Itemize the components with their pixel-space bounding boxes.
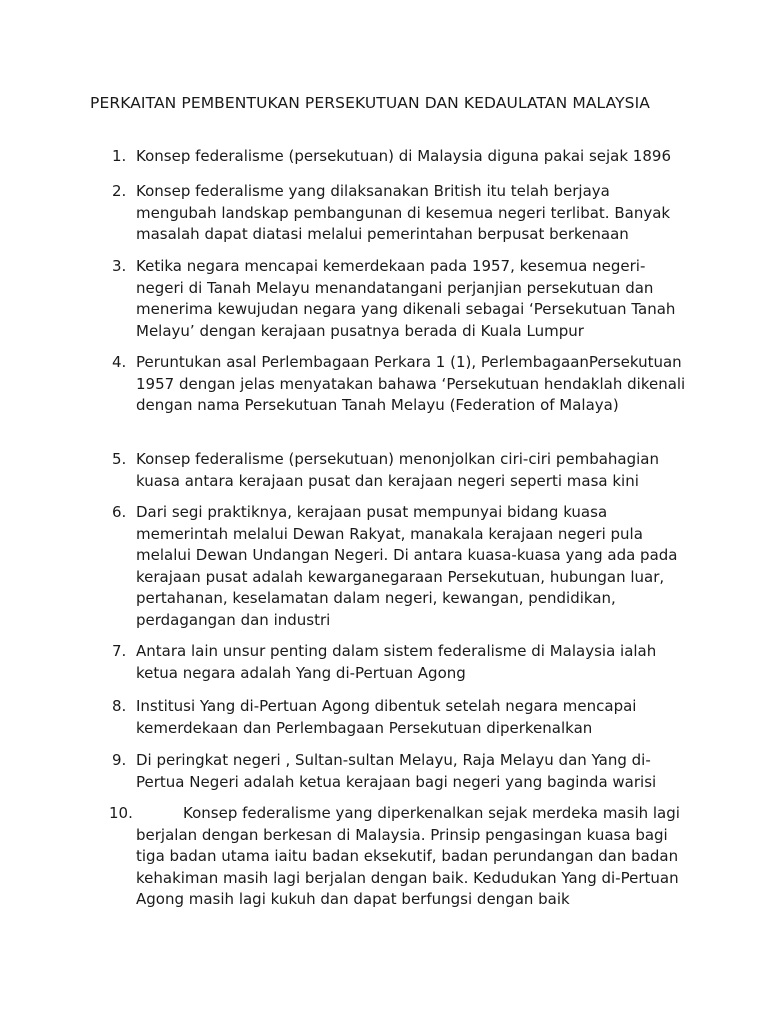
list-item: [90, 146, 690, 168]
list-item-text: Konsep federalisme yang dilaksanakan British itu telah berjaya mengubah landskap pembangunan di kesemua negeri terlibat. Banyak masalah dapat diatasi melalui pemerintahan berpusat berkenaan: [136, 182, 671, 243]
list-item-text: Konsep federalisme (persekutuan) di Malaysia diguna pakai sejak 1896: [136, 147, 671, 165]
list-item-number: 3.: [112, 257, 127, 275]
list-item: [90, 181, 690, 246]
list-item-number: 5.: [112, 450, 127, 468]
list-item-text: Di peringkat negeri , Sultan-sultan Melayu, Raja Melayu dan Yang di-Pertua Negeri adalah ketua kerajaan bagi negeri yang baginda warisi: [136, 751, 657, 791]
list-item-number: 7.: [112, 642, 127, 660]
document-title: PERKAITAN PEMBENTUKAN PERSEKUTUAN DAN KEDAULATAN MALAYSIA: [90, 94, 650, 112]
list-item: [90, 803, 690, 911]
list-item: [90, 502, 690, 631]
list-item: [90, 750, 690, 793]
list-item: [90, 256, 690, 342]
list-item-number: 8.: [112, 697, 127, 715]
list-item-text: Ketika negara mencapai kemerdekaan pada 1957, kesemua negeri-negeri di Tanah Melayu menandatangani perjanjian persekutuan dan menerima kewujudan negara yang dikenali sebagai ‘Persekutuan Tanah Melayu’ dengan kerajaan pusatnya berada di Kuala Lumpur: [136, 257, 676, 340]
list-item-number: 1.: [112, 147, 127, 165]
list-item-text: [136, 803, 690, 911]
list-item-text: Institusi Yang di-Pertuan Agong dibentuk setelah negara mencapai kemerdekaan dan Perlembagaan Persekutuan diperkenalkan: [136, 697, 637, 737]
list-item-number: 2.: [112, 182, 127, 200]
list-item-text: Dari segi praktiknya, kerajaan pusat mempunyai bidang kuasa memerintah melalui Dewan Rakyat, manakala kerajaan negeri pula melalui Dewan Undangan Negeri. Di antara kuasa-kuasa yang ada pada kerajaan pusat adalah kewarganegaraan Persekutuan, hubungan luar, pertahanan, keselamatan dalam negeri, kewangan, pendidikan, perdagangan dan industri: [136, 503, 678, 629]
list-item: [90, 696, 690, 739]
list-item-text: Konsep federalisme (persekutuan) menonjolkan ciri-ciri pembahagian kuasa antara kerajaan pusat dan kerajaan negeri seperti masa kini: [136, 450, 660, 490]
list-item-number: 9.: [112, 751, 127, 769]
list-item-text-content: Konsep federalisme yang diperkenalkan sejak merdeka masih lagi berjalan dengan berkesan di Malaysia. Prinsip pengasingan kuasa bagi tiga badan utama iaitu badan eksekutif, badan perundangan dan badan kehakiman masih lagi berjalan dengan baik. Kedudukan Yang di-Pertuan Agong masih lagi kukuh dan dapat berfungsi dengan baik: [136, 804, 680, 908]
list-item-number: 6.: [112, 503, 127, 521]
list-item: [90, 449, 690, 492]
list-item: [90, 641, 690, 684]
list-item-number: 10.: [109, 804, 133, 822]
list-item: [90, 352, 690, 417]
list-item-text: Peruntukan asal Perlembagaan Perkara 1 (1), PerlembagaanPersekutuan 1957 dengan jelas menyatakan bahawa ‘Persekutuan hendaklah dikenali dengan nama Persekutuan Tanah Melayu (Federation of Malaya): [136, 353, 686, 414]
list-item-number: 4.: [112, 353, 127, 371]
list-item-text: Antara lain unsur penting dalam sistem federalisme di Malaysia ialah ketua negara adalah Yang di-Pertuan Agong: [136, 642, 657, 682]
